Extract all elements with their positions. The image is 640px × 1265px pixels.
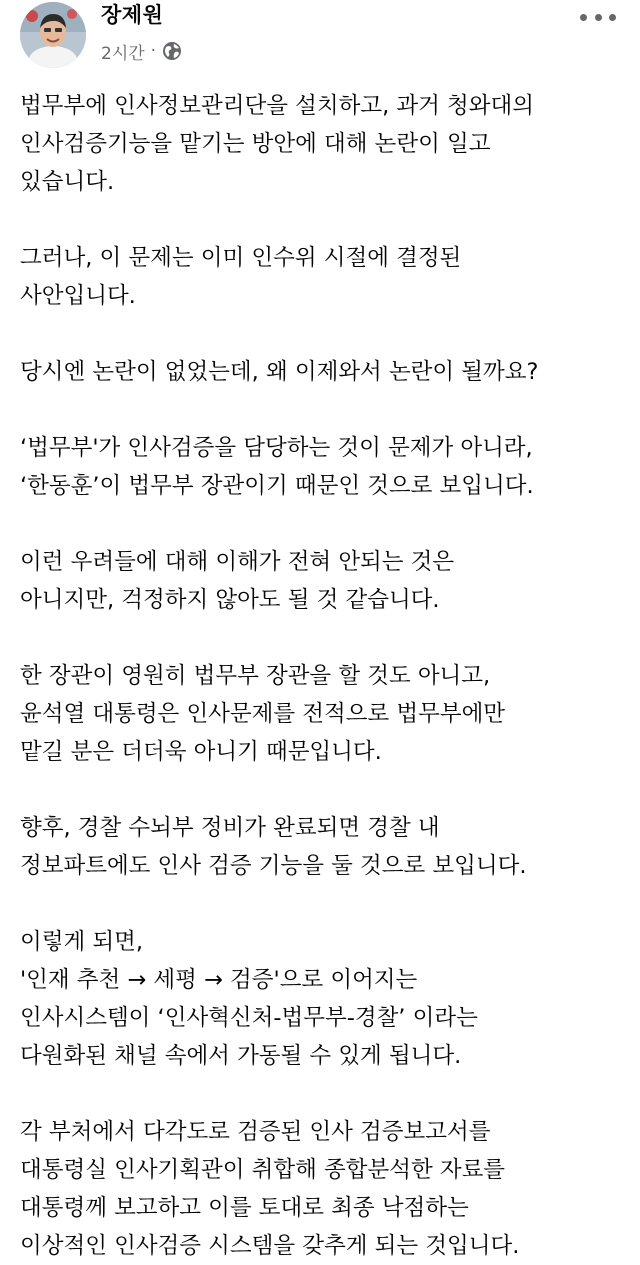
post-text-line: 인사검증기능을 맡기는 방안에 대해 논란이 일고 [20,131,491,157]
post-text-line: ‘한동훈’이 법무부 장관이기 때문인 것으로 보입니다. [20,473,534,499]
more-options-icon[interactable] [580,8,616,26]
post-paragraph [20,239,620,315]
avatar-image [20,2,86,68]
post-text-line: 정보파트에도 인사 검증 기능을 둘 것으로 보입니다. [20,853,527,879]
post-text-line: 그러나, 이 문제는 이미 인수위 시절에 결정된 [20,245,462,271]
post-text-line: 아니지만, 걱정하지 않아도 될 것 같습니다. [20,587,440,613]
post-text-line: 한 장관이 영원히 법무부 장관을 할 것도 아니고, [20,663,491,689]
post-text-line: 맡길 분은 더더욱 아니기 때문입니다. [20,739,382,765]
post-paragraph [20,87,620,201]
post-text-line: 있습니다. [20,169,115,195]
post-text-line: ‘법무부'가 인사검증을 담당하는 것이 문제가 아니라, [20,435,533,461]
post-text-line: 향후, 경찰 수뇌부 정비가 완료되면 경찰 내 [20,815,440,841]
post-text-line: 대통령실 인사기획관이 취합해 종합분석한 자료를 [20,1157,506,1183]
post-text-line: 법무부에 인사정보관리단을 설치하고, 과거 청와대의 [20,93,534,119]
avatar[interactable] [20,2,86,68]
post-paragraph [20,429,620,505]
post-paragraph [20,657,620,771]
post-text-line: 이상적인 인사검증 시스템을 갖추게 되는 것입니다. [20,1233,520,1259]
post-meta [101,38,182,64]
post-paragraph [20,809,620,885]
post-text-line: 각 부처에서 다각도로 검증된 인사 검증보고서를 [20,1119,491,1145]
post-text-line: 사안입니다. [20,283,136,309]
post-text-line: 윤석열 대통령은 인사문제를 전적으로 법무부에만 [20,701,506,727]
post-paragraph [20,543,620,619]
post-text-line: 다원화된 채널 속에서 가동될 수 있게 됩니다. [20,1043,462,1069]
post-paragraph [20,353,620,391]
post-paragraph [20,1113,620,1265]
post-timestamp[interactable]: 2시간 [101,43,145,64]
globe-icon[interactable] [162,41,182,61]
post-text-line: 대통령께 보고하고 이를 토대로 최종 낙점하는 [20,1195,469,1221]
post-text-line: '인재 추천 → 세평 → 검증'으로 이어지는 [20,967,418,993]
post-text-line: 이렇게 되면, [20,929,143,955]
meta-separator: · [150,41,157,61]
post-header [0,0,640,80]
post-text-line: 인사시스템이 ‘인사혁신처-법무부-경찰’ 이라는 [20,1005,478,1031]
post-text-line: 이런 우려들에 대해 이해가 전혀 안되는 것은 [20,549,455,575]
post-body [20,87,620,1265]
author-name[interactable]: 장제원 [101,3,164,27]
post-paragraph [20,923,620,1075]
post-text-line: 당시엔 논란이 없었는데, 왜 이제와서 논란이 될까요? [20,359,539,385]
